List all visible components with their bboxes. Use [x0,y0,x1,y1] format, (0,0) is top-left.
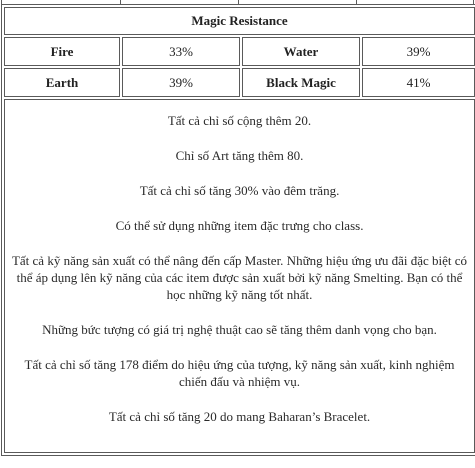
water-label: Water [242,37,360,66]
note-text: Có thể sử dụng những item đặc trưng cho class. [115,218,364,233]
water-value: 39% [362,37,475,66]
magic-resistance-table [1,4,475,456]
note-text: Những bức tượng có giá trị nghệ thuật cao sẽ tăng thêm danh vọng cho bạn. [42,322,437,337]
earth-value: 39% [122,68,240,97]
notes-cell [4,99,475,453]
earth-label: Earth [4,68,120,97]
table-title: Magic Resistance [4,7,475,35]
note-text: Tất cả chỉ số tăng 178 điểm do hiệu ứng của tượng, kỹ năng sản xuất, kinh nghiệm chiến đấu và nhiệm vụ. [24,357,455,389]
table-row [4,37,475,66]
table-row [4,68,475,97]
note-text: Tất cả chỉ số cộng thêm 20. [167,113,312,128]
fire-value: 33% [122,37,240,66]
black-magic-label: Black Magic [242,68,360,97]
note-text: Chỉ số Art tăng thêm 80. [175,148,304,163]
note-text: Tất cả chỉ số tăng 30% vào đêm trăng. [139,183,340,198]
black-magic-value: 41% [362,68,475,97]
fire-label: Fire [4,37,120,66]
note-text: Tất cả kỹ năng sản xuất có thể nâng đến cấp Master. Những hiệu ứng ưu đãi đặc biệt có thể áp dụng lên kỹ năng của các item được sản xuất bởi kỹ năng Smelting. Bạn có thể học những kỹ năng tốt nhất. [11,253,468,302]
note-text: Tất cả chỉ số tăng 20 do mang Baharan’s Bracelet. [108,409,371,424]
